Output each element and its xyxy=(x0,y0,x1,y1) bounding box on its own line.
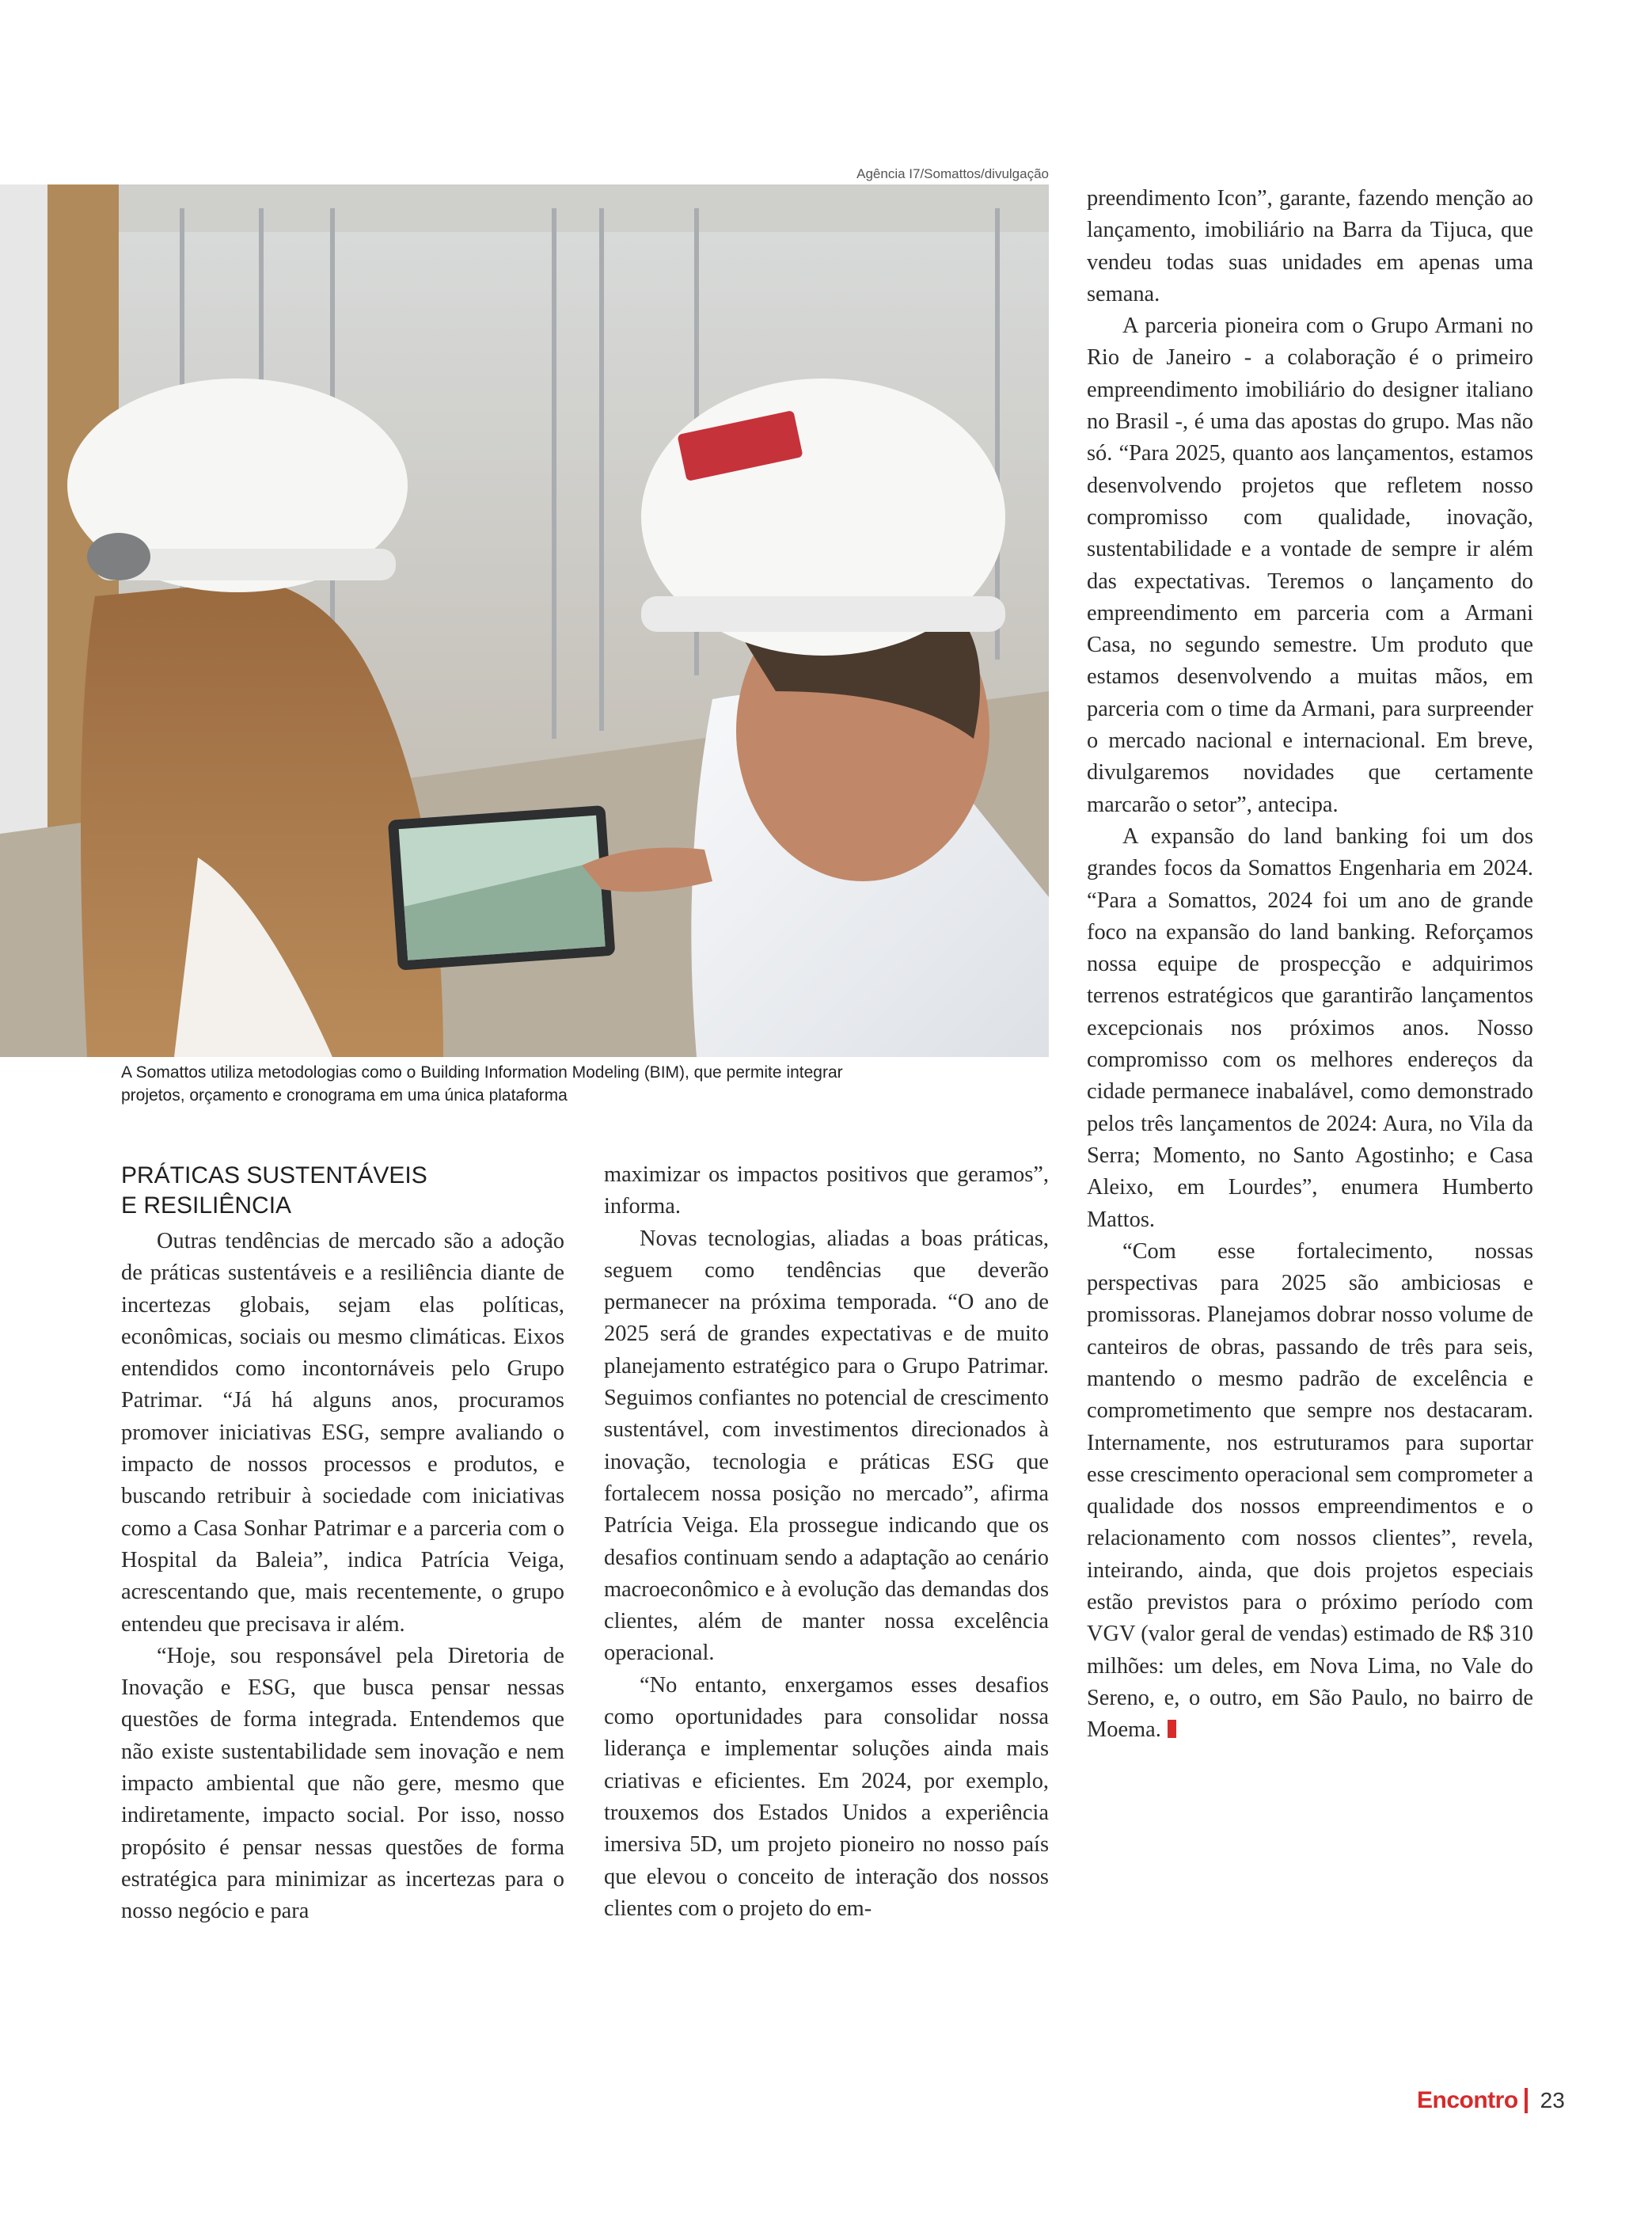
photo-caption: A Somattos utiliza metodologias como o Building Information Modeling (BIM), que permite integrar projetos, orçamento e cronograma em uma única plataforma xyxy=(121,1063,843,1105)
page-number: 23 xyxy=(1540,2088,1565,2112)
paragraph-last xyxy=(1087,1236,1533,1747)
photo-credit: Agência I7/Somattos/divulgação xyxy=(856,166,1049,181)
paragraph-text: “Com esse fortalecimento, nossas perspectivas para 2025 são ambiciosas e promissoras. Planejamos dobrar nosso volume de canteiros de obras, passando de três para seis, mantendo o mesmo padrão de excelência e comprometimento que sempre nos destacaram. Internamente, nos estruturamos para suportar esse crescimento operacional sem comprometer a qualidade dos nossos empreendimentos e o relacionamento com nossos clientes”, revela, inteirando, ainda, que dois projetos especiais estão previstos para o próximo período com VGV (valor geral de vendas) estimado de R$ 310 milhões: um deles, em Nova Lima, no Vale do Sereno, e, o outro, em São Paulo, no bairro de Moema. xyxy=(1087,1238,1533,1743)
section-heading xyxy=(121,1161,564,1221)
article-photo xyxy=(0,184,1049,1057)
heading-line-1: PRÁTICAS SUSTENTÁVEIS xyxy=(121,1162,427,1188)
page-footer xyxy=(1417,2085,1565,2116)
heading-line-2: E RESILIÊNCIA xyxy=(121,1192,292,1219)
text-column-2 xyxy=(604,1159,1049,1925)
paragraph: Novas tecnologias, aliadas a boas práticas, seguem como tendências que deverão permanecer na próxima temporada. “O ano de 2025 será de grandes expectativas e de muito planejamento estratégico para o Grupo Patrimar. Seguimos confiantes no potencial de crescimento sustentável, com investimentos direcionados à inovação, tecnologia e práticas ESG que fortalecem nossa posição no mercado”, afirma Patrícia Veiga. Ela prossegue indicando que os desafios continuam sendo a adaptação ao cenário macroeconômico e à evolução das demandas dos clientes, além de manter nossa excelência operacional. xyxy=(604,1226,1049,1666)
paragraph: Outras tendências de mercado são a adoção de práticas sustentáveis e a resiliência diante de incertezas globais, sejam elas políticas, econômicas, sociais ou mesmo climáticas. Eixos entendidos como incontornáveis pelo Grupo Patrimar. “Já há alguns anos, procuramos promover iniciativas ESG, sempre avaliando o impacto de nossos processos e produtos, e buscando retribuir à sociedade com iniciativas como a Casa Sonhar Patrimar e a parceria com o Hospital da Baleia”, indica Patrícia Veiga, acrescentando que, mais recentemente, o grupo entendeu que precisava ir além. xyxy=(121,1229,564,1637)
paragraph: “No entanto, enxergamos esses desafios como oportunidades para consolidar nossa liderança e implementar soluções ainda mais criativas e eficientes. Em 2024, por exemplo, trouxemos dos Estados Unidos a experiência imersiva 5D, um projeto pioneiro no nosso país que elevou o conceito de interação dos nossos clientes com o projeto do em- xyxy=(604,1672,1049,1921)
text-column-1 xyxy=(121,1226,564,1928)
paragraph: preendimento Icon”, garante, fazendo menção ao lançamento, imobiliário na Barra da Tijuca, que vendeu todas suas unidades em apenas uma semana. xyxy=(1087,186,1533,306)
end-of-article-mark xyxy=(1168,1720,1176,1738)
magazine-brand: Encontro xyxy=(1417,2087,1518,2113)
paragraph: A expansão do land banking foi um dos grandes focos da Somattos Engenharia em 2024. “Para a Somattos, 2024 foi um ano de grande foco na expansão do land banking. Reforçamos nossa equipe de prospecção e adquirimos terrenos estratégicos que garantirão lançamentos excepcionais nos próximos anos. Nosso compromisso com os melhores endereços da cidade permanece inabalável, como demonstrado pelos três lançamentos de 2024: Aura, no Vila da Serra; Momento, no Santo Agostinho; e Casa Aleixo, em Lourdes”, enumera Humberto Mattos. xyxy=(1087,823,1533,1232)
text-column-3 xyxy=(1087,183,1533,1747)
paragraph: A parceria pioneira com o Grupo Armani no Rio de Janeiro - a colaboração é o primeiro empreendimento imobiliário do designer italiano no Brasil -, é uma das apostas do grupo. Mas não só. “Para 2025, quanto aos lançamentos, estamos desenvolvendo projetos que refletem nosso compromisso com qualidade, inovação, sustentabilidade e a vontade de sempre ir além das expectativas. Teremos o lançamento do empreendimento em parceria com a Armani Casa, no segundo semestre. Um produto que estamos desenvolvendo a muitas mãos, em parceria com o time da Armani, para surpreender o mercado nacional e internacional. Em breve, divulgaremos novidades que certamente marcarão o setor”, antecipa. xyxy=(1087,314,1533,817)
footer-divider xyxy=(1525,2088,1528,2113)
paragraph: “Hoje, sou responsável pela Diretoria de Inovação e ESG, que busca pensar nessas questões de forma integrada. Entendemos que não existe sustentabilidade sem inovação e nem impacto ambiental que não gere, mesmo que indiretamente, impacto social. Por isso, nosso propósito é pensar nessas questões de forma estratégica para minimizar as incertezas para o nosso negócio e para xyxy=(121,1643,564,1924)
paragraph: maximizar os impactos positivos que geramos”, informa. xyxy=(604,1162,1049,1219)
